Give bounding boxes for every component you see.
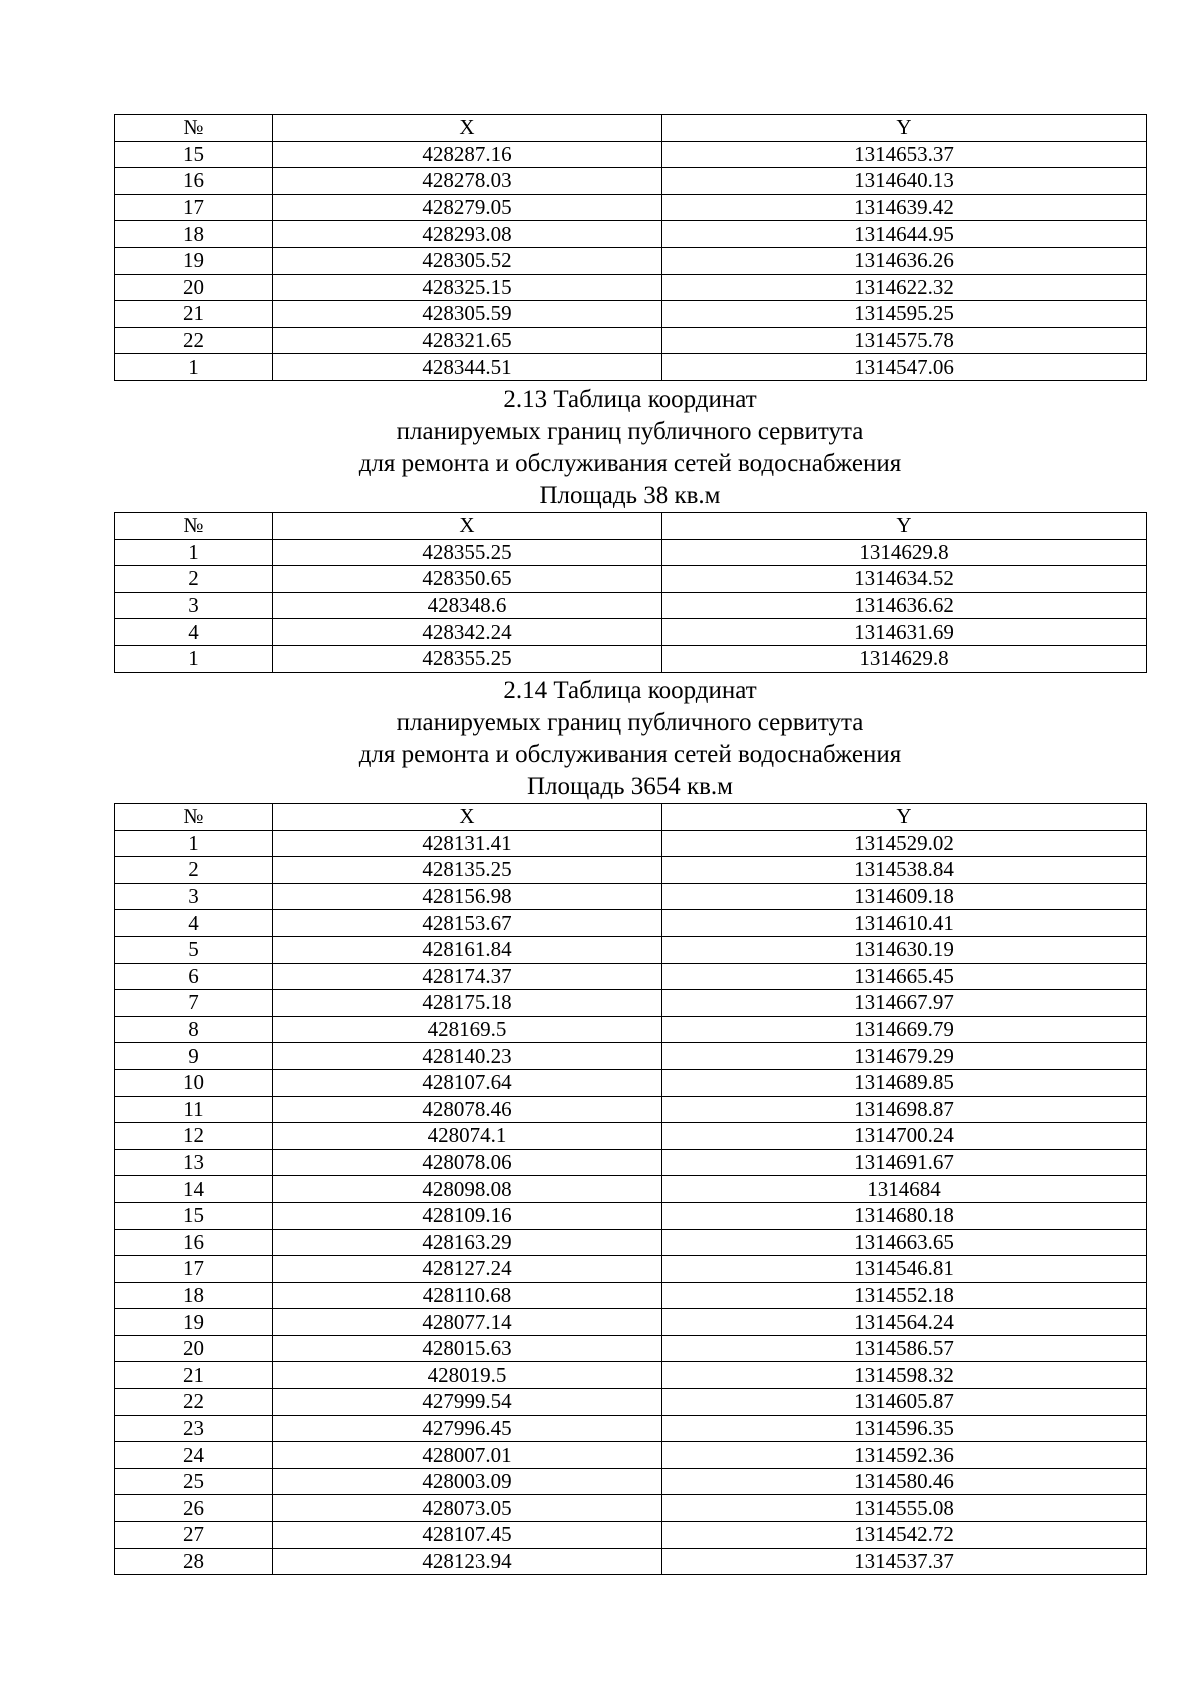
point-number-cell: 1 [115,354,273,381]
table-row [115,1389,1147,1416]
table-row [115,910,1147,937]
y-coordinate-cell: 1314665.45 [662,963,1147,990]
y-coordinate-cell: 1314598.32 [662,1362,1147,1389]
y-coordinate-cell: 1314580.46 [662,1468,1147,1495]
table-header-row [115,513,1147,540]
x-coordinate-cell: 428342.24 [273,619,662,646]
y-coordinate-cell: 1314610.41 [662,910,1147,937]
coordinates-table-2-13 [114,512,1146,673]
point-number-cell: 18 [115,1282,273,1309]
column-header-y: Y [662,804,1147,831]
table-row [115,221,1147,248]
x-coordinate-cell: 428153.67 [273,910,662,937]
x-coordinate-cell: 428131.41 [273,830,662,857]
x-coordinate-cell: 428003.09 [273,1468,662,1495]
table-row [115,1468,1147,1495]
x-coordinate-cell: 427999.54 [273,1389,662,1416]
table-row [115,1149,1147,1176]
y-coordinate-cell: 1314595.25 [662,301,1147,328]
table-row [115,1202,1147,1229]
y-coordinate-cell: 1314689.85 [662,1069,1147,1096]
table-row [115,1548,1147,1575]
y-coordinate-cell: 1314663.65 [662,1229,1147,1256]
section-2-14-subtitle-1: планируемых границ публичного сервитута [396,709,864,736]
y-coordinate-cell: 1314537.37 [662,1548,1147,1575]
table-row [115,194,1147,221]
x-coordinate-cell: 428305.59 [273,301,662,328]
point-number-cell: 1 [115,830,273,857]
point-number-cell: 16 [115,1229,273,1256]
x-coordinate-cell: 427996.45 [273,1415,662,1442]
x-coordinate-cell: 428350.65 [273,566,662,593]
column-header-x: X [273,804,662,831]
point-number-cell: 23 [115,1415,273,1442]
point-number-cell: 20 [115,274,273,301]
y-coordinate-cell: 1314552.18 [662,1282,1147,1309]
table-row [115,1016,1147,1043]
x-coordinate-cell: 428073.05 [273,1495,662,1522]
point-number-cell: 18 [115,221,273,248]
point-number-cell: 4 [115,910,273,937]
table-row [115,990,1147,1017]
section-2-14-area: Площадь 3654 кв.м [526,773,734,800]
column-header-number: № [115,115,273,142]
table-row [115,141,1147,168]
table-row [115,1415,1147,1442]
section-2-14-title: 2.14 Таблица координат [503,677,757,704]
table-row [115,857,1147,884]
point-number-cell: 21 [115,301,273,328]
y-coordinate-cell: 1314538.84 [662,857,1147,884]
table-row [115,566,1147,593]
point-number-cell: 12 [115,1123,273,1150]
point-number-cell: 13 [115,1149,273,1176]
table-row [115,1096,1147,1123]
table-row [115,274,1147,301]
table-row [115,1335,1147,1362]
column-header-number: № [115,513,273,540]
section-2-14-subtitle-2: для ремонта и обслуживания сетей водоснабжения [358,741,902,768]
x-coordinate-cell: 428015.63 [273,1335,662,1362]
x-coordinate-cell: 428161.84 [273,936,662,963]
x-coordinate-cell: 428175.18 [273,990,662,1017]
table-row [115,1442,1147,1469]
table-row [115,539,1147,566]
table-row [115,1282,1147,1309]
table-row [115,327,1147,354]
point-number-cell: 25 [115,1468,273,1495]
table-row [115,1123,1147,1150]
table-row [115,1229,1147,1256]
x-coordinate-cell: 428169.5 [273,1016,662,1043]
point-number-cell: 2 [115,566,273,593]
x-coordinate-cell: 428098.08 [273,1176,662,1203]
table-row [115,963,1147,990]
y-coordinate-cell: 1314679.29 [662,1043,1147,1070]
point-number-cell: 9 [115,1043,273,1070]
y-coordinate-cell: 1314634.52 [662,566,1147,593]
x-coordinate-cell: 428135.25 [273,857,662,884]
y-coordinate-cell: 1314586.57 [662,1335,1147,1362]
point-number-cell: 19 [115,1309,273,1336]
x-coordinate-cell: 428325.15 [273,274,662,301]
y-coordinate-cell: 1314596.35 [662,1415,1147,1442]
point-number-cell: 19 [115,247,273,274]
column-header-number: № [115,804,273,831]
point-number-cell: 17 [115,1256,273,1283]
x-coordinate-cell: 428287.16 [273,141,662,168]
table-header-row [115,115,1147,142]
coordinates-table-continued [114,114,1146,381]
point-number-cell: 1 [115,539,273,566]
x-coordinate-cell: 428321.65 [273,327,662,354]
y-coordinate-cell: 1314630.19 [662,936,1147,963]
y-coordinate-cell: 1314547.06 [662,354,1147,381]
point-number-cell: 28 [115,1548,273,1575]
table-header-row [115,804,1147,831]
point-number-cell: 21 [115,1362,273,1389]
y-coordinate-cell: 1314680.18 [662,1202,1147,1229]
coordinates-table-2-14 [114,803,1146,1575]
x-coordinate-cell: 428078.06 [273,1149,662,1176]
column-header-y: Y [662,513,1147,540]
table-row [115,936,1147,963]
y-coordinate-cell: 1314640.13 [662,168,1147,195]
table-row [115,1176,1147,1203]
point-number-cell: 3 [115,592,273,619]
table-row [115,1362,1147,1389]
point-number-cell: 5 [115,936,273,963]
y-coordinate-cell: 1314529.02 [662,830,1147,857]
section-2-13-area: Площадь 38 кв.м [539,482,721,509]
x-coordinate-cell: 428110.68 [273,1282,662,1309]
x-coordinate-cell: 428140.23 [273,1043,662,1070]
section-2-13-title: 2.13 Таблица координат [503,386,757,413]
y-coordinate-cell: 1314622.32 [662,274,1147,301]
x-coordinate-cell: 428355.25 [273,539,662,566]
x-coordinate-cell: 428123.94 [273,1548,662,1575]
table-row [115,354,1147,381]
table-row [115,1069,1147,1096]
x-coordinate-cell: 428127.24 [273,1256,662,1283]
column-header-x: X [273,513,662,540]
y-coordinate-cell: 1314629.8 [662,645,1147,672]
point-number-cell: 14 [115,1176,273,1203]
x-coordinate-cell: 428293.08 [273,221,662,248]
x-coordinate-cell: 428279.05 [273,194,662,221]
y-coordinate-cell: 1314592.36 [662,1442,1147,1469]
x-coordinate-cell: 428007.01 [273,1442,662,1469]
table-row [115,592,1147,619]
point-number-cell: 11 [115,1096,273,1123]
y-coordinate-cell: 1314698.87 [662,1096,1147,1123]
point-number-cell: 1 [115,645,273,672]
table-row [115,301,1147,328]
point-number-cell: 4 [115,619,273,646]
point-number-cell: 10 [115,1069,273,1096]
table-row [115,619,1147,646]
x-coordinate-cell: 428163.29 [273,1229,662,1256]
column-header-y: Y [662,115,1147,142]
y-coordinate-cell: 1314684 [662,1176,1147,1203]
point-number-cell: 24 [115,1442,273,1469]
point-number-cell: 16 [115,168,273,195]
y-coordinate-cell: 1314653.37 [662,141,1147,168]
table-row [115,1043,1147,1070]
table-row [115,247,1147,274]
table-row [115,1256,1147,1283]
point-number-cell: 20 [115,1335,273,1362]
x-coordinate-cell: 428074.1 [273,1123,662,1150]
x-coordinate-cell: 428344.51 [273,354,662,381]
table-row [115,168,1147,195]
table-row [115,1495,1147,1522]
table-row [115,645,1147,672]
x-coordinate-cell: 428278.03 [273,168,662,195]
y-coordinate-cell: 1314555.08 [662,1495,1147,1522]
point-number-cell: 6 [115,963,273,990]
x-coordinate-cell: 428109.16 [273,1202,662,1229]
point-number-cell: 15 [115,1202,273,1229]
table-row [115,883,1147,910]
point-number-cell: 2 [115,857,273,884]
y-coordinate-cell: 1314644.95 [662,221,1147,248]
y-coordinate-cell: 1314629.8 [662,539,1147,566]
section-2-13 [114,384,1146,512]
section-2-13-subtitle-1: планируемых границ публичного сервитута [396,418,864,445]
y-coordinate-cell: 1314639.42 [662,194,1147,221]
table-row [115,830,1147,857]
point-number-cell: 17 [115,194,273,221]
y-coordinate-cell: 1314700.24 [662,1123,1147,1150]
y-coordinate-cell: 1314669.79 [662,1016,1147,1043]
point-number-cell: 22 [115,327,273,354]
x-coordinate-cell: 428305.52 [273,247,662,274]
point-number-cell: 22 [115,1389,273,1416]
table-row [115,1522,1147,1549]
x-coordinate-cell: 428107.64 [273,1069,662,1096]
point-number-cell: 26 [115,1495,273,1522]
x-coordinate-cell: 428107.45 [273,1522,662,1549]
y-coordinate-cell: 1314542.72 [662,1522,1147,1549]
table-row [115,1309,1147,1336]
y-coordinate-cell: 1314605.87 [662,1389,1147,1416]
y-coordinate-cell: 1314636.62 [662,592,1147,619]
x-coordinate-cell: 428019.5 [273,1362,662,1389]
y-coordinate-cell: 1314546.81 [662,1256,1147,1283]
point-number-cell: 15 [115,141,273,168]
section-2-14 [114,675,1146,803]
y-coordinate-cell: 1314691.67 [662,1149,1147,1176]
point-number-cell: 3 [115,883,273,910]
x-coordinate-cell: 428348.6 [273,592,662,619]
section-2-13-subtitle-2: для ремонта и обслуживания сетей водоснабжения [358,450,902,477]
x-coordinate-cell: 428078.46 [273,1096,662,1123]
point-number-cell: 27 [115,1522,273,1549]
x-coordinate-cell: 428156.98 [273,883,662,910]
x-coordinate-cell: 428355.25 [273,645,662,672]
y-coordinate-cell: 1314609.18 [662,883,1147,910]
y-coordinate-cell: 1314631.69 [662,619,1147,646]
y-coordinate-cell: 1314667.97 [662,990,1147,1017]
point-number-cell: 7 [115,990,273,1017]
x-coordinate-cell: 428174.37 [273,963,662,990]
y-coordinate-cell: 1314636.26 [662,247,1147,274]
y-coordinate-cell: 1314575.78 [662,327,1147,354]
point-number-cell: 8 [115,1016,273,1043]
y-coordinate-cell: 1314564.24 [662,1309,1147,1336]
column-header-x: X [273,115,662,142]
x-coordinate-cell: 428077.14 [273,1309,662,1336]
